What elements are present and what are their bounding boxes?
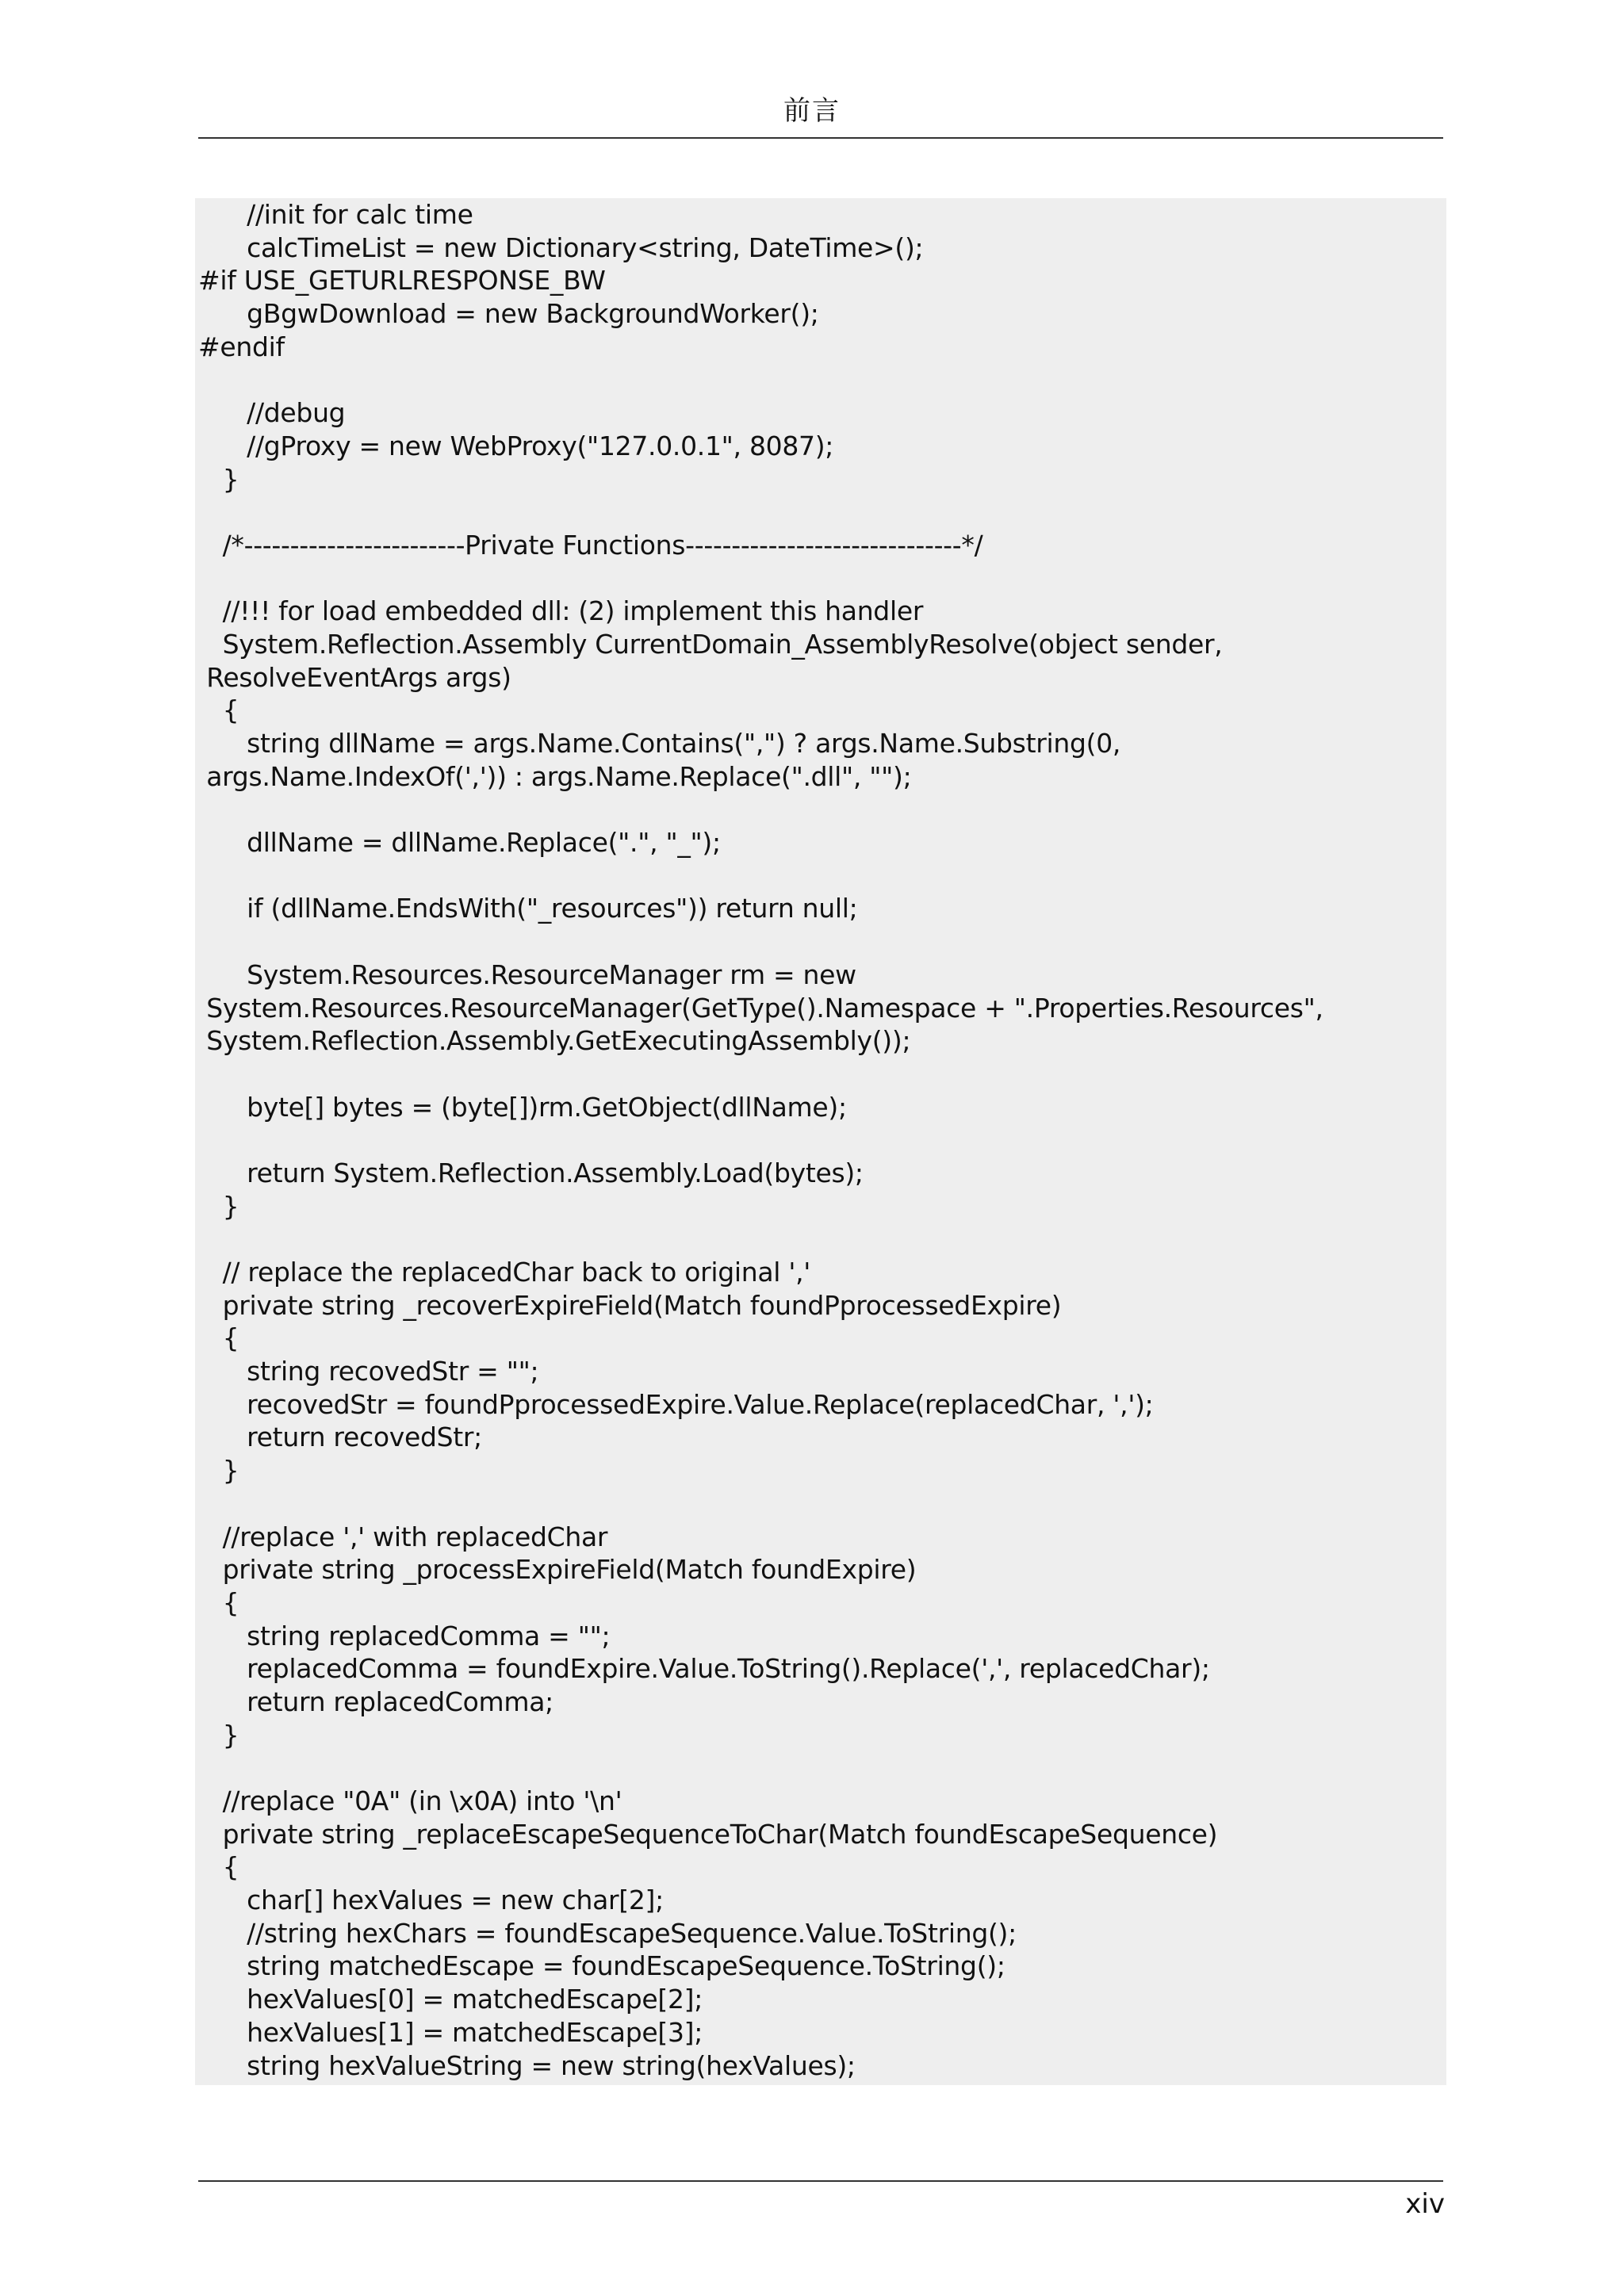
code-line: System.Resources.ResourceManager(GetType().Namespace + ".Properties.Resources", — [198, 992, 1323, 1024]
code-line — [198, 925, 1323, 959]
code-line: { — [198, 695, 239, 726]
code-line — [198, 793, 1323, 826]
code-line: hexValues[0] = matchedEscape[2]; — [198, 1984, 703, 2015]
code-line — [198, 1487, 1323, 1521]
code-line: private string _replaceEscapeSequenceToChar(Match foundEscapeSequence) — [198, 1818, 1218, 1850]
code-line: //debug — [198, 397, 346, 429]
code-line — [198, 859, 1323, 893]
code-line: ResolveEventArgs args) — [198, 661, 511, 693]
code-line: string dllName = args.Name.Contains(",") ? args.Name.Substring(0, — [198, 728, 1121, 759]
code-line: string recovedStr = ""; — [198, 1356, 539, 1387]
code-line: replacedComma = foundExpire.Value.ToString().Replace(',', replacedChar); — [198, 1653, 1210, 1685]
code-line: #endif — [198, 331, 285, 362]
code-line: { — [198, 1322, 239, 1354]
code-line: return System.Reflection.Assembly.Load(bytes); — [198, 1157, 864, 1188]
code-line: //string hexChars = foundEscapeSequence.Value.ToString(); — [198, 1917, 1017, 1949]
code-line: System.Resources.ResourceManager rm = new — [198, 959, 856, 990]
code-line: calcTimeList = new Dictionary<string, DateTime>(); — [198, 232, 924, 263]
code-line: return recovedStr; — [198, 1422, 482, 1453]
code-line — [198, 562, 1323, 595]
code-line — [198, 1123, 1323, 1157]
code-lines — [198, 198, 1323, 2082]
code-line: //init for calc time — [198, 199, 473, 230]
code-line: dllName = dllName.Replace(".", "_"); — [198, 827, 721, 859]
footer-divider — [198, 2180, 1443, 2182]
code-line — [198, 496, 1323, 529]
code-line: } — [198, 463, 239, 495]
code-line: } — [198, 1719, 239, 1751]
code-line: //replace ',' with replacedChar — [198, 1521, 608, 1552]
code-line: } — [198, 1455, 239, 1487]
code-line: return replacedComma; — [198, 1686, 553, 1717]
code-line: hexValues[1] = matchedEscape[3]; — [198, 2016, 703, 2048]
code-line: /*------------------------Private Functions------------------------------*/ — [198, 529, 983, 561]
code-line: { — [198, 1586, 239, 1618]
code-line: #if USE_GETURLRESPONSE_BW — [198, 265, 606, 297]
code-line — [198, 1058, 1323, 1091]
code-line: System.Reflection.Assembly CurrentDomain_AssemblyResolve(object sender, — [198, 628, 1223, 660]
code-line: string hexValueString = new string(hexValues); — [198, 2049, 856, 2081]
page-header-title: 前言 — [783, 95, 841, 127]
code-line: recovedStr = foundPprocessedExpire.Value.Replace(replacedChar, ','); — [198, 1388, 1154, 1420]
code-line: byte[] bytes = (byte[])rm.GetObject(dllName); — [198, 1091, 847, 1123]
code-line: private string _processExpireField(Match foundExpire) — [198, 1554, 917, 1586]
code-line: { — [198, 1851, 239, 1883]
code-line: gBgwDownload = new BackgroundWorker(); — [198, 298, 819, 330]
code-line: char[] hexValues = new char[2]; — [198, 1885, 664, 1916]
code-line — [198, 363, 1323, 396]
code-line — [198, 1751, 1323, 1785]
code-line — [198, 1223, 1323, 1256]
code-line: } — [198, 1190, 239, 1222]
header-divider — [198, 137, 1443, 139]
code-line: // replace the replacedChar back to original ',' — [198, 1257, 811, 1288]
code-line: //replace "0A" (in \x0A) into '\n' — [198, 1785, 622, 1816]
code-line: //!!! for load embedded dll: (2) implement this handler — [198, 595, 924, 627]
code-line: string matchedEscape = foundEscapeSequence.ToString(); — [198, 1950, 1005, 1982]
code-line: System.Reflection.Assembly.GetExecutingAssembly()); — [198, 1025, 911, 1057]
code-line: if (dllName.EndsWith("_resources")) return null; — [198, 893, 858, 924]
code-line: args.Name.IndexOf(',')) : args.Name.Replace(".dll", ""); — [198, 760, 912, 792]
page-number: xiv — [1405, 2188, 1445, 2220]
code-line: private string _recoverExpireField(Match foundPprocessedExpire) — [198, 1289, 1062, 1321]
code-line: //gProxy = new WebProxy("127.0.0.1", 8087); — [198, 430, 834, 461]
code-listing — [195, 198, 1446, 2085]
code-line: string replacedComma = ""; — [198, 1620, 611, 1651]
